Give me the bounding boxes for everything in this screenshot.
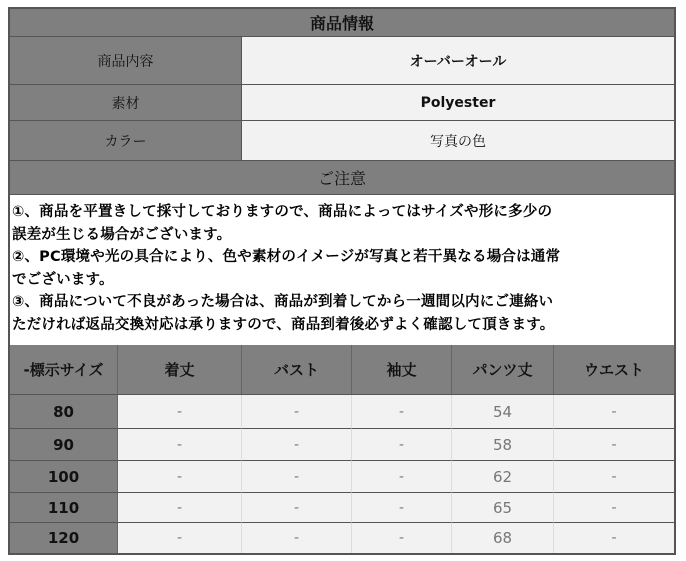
- material-value: Polyester: [242, 85, 674, 121]
- size-table-header: [10, 345, 674, 395]
- size-header-label: -標示サイズ: [10, 345, 118, 394]
- table-row: [10, 461, 674, 493]
- waist-cell: -: [554, 493, 674, 523]
- waist-cell: -: [554, 429, 674, 461]
- table-row: [10, 395, 674, 429]
- sleeve-cell: -: [352, 395, 452, 429]
- waist-cell: -: [554, 395, 674, 429]
- size-header-bust: バスト: [242, 345, 352, 394]
- size-value: 90: [10, 429, 118, 461]
- color-label: カラー: [10, 121, 242, 161]
- notice-title: ご注意: [10, 161, 674, 195]
- notice-line: 誤差が生じる場合がございます。: [12, 226, 232, 243]
- notice-body: [10, 201, 674, 341]
- size-value: 120: [10, 523, 118, 553]
- bust-cell: -: [242, 429, 352, 461]
- color-value: 写真の色: [242, 121, 674, 161]
- length-cell: -: [118, 523, 242, 553]
- pants-length-cell: 58: [452, 429, 554, 461]
- size-value: 100: [10, 461, 118, 493]
- length-cell: -: [118, 429, 242, 461]
- length-cell: -: [118, 461, 242, 493]
- product-info-title: 商品情報: [10, 9, 674, 37]
- pants-length-cell: 68: [452, 523, 554, 553]
- size-header-length: 着丈: [118, 345, 242, 394]
- length-cell: -: [118, 395, 242, 429]
- bust-cell: -: [242, 461, 352, 493]
- table-row: [10, 523, 674, 553]
- bust-cell: -: [242, 493, 352, 523]
- table-row: [10, 493, 674, 523]
- waist-cell: -: [554, 523, 674, 553]
- size-header-pants-length: パンツ丈: [452, 345, 554, 394]
- sleeve-cell: -: [352, 523, 452, 553]
- sleeve-cell: -: [352, 429, 452, 461]
- size-header-sleeve: 袖丈: [352, 345, 452, 394]
- size-header-waist: ウエスト: [554, 345, 674, 394]
- product-content-value: オーバーオール: [242, 37, 674, 85]
- sleeve-cell: -: [352, 493, 452, 523]
- notice-line: ②、PC環境や光の具合により、色や素材のイメージが写真と若干異なる場合は通常: [12, 249, 561, 266]
- pants-length-cell: 54: [452, 395, 554, 429]
- bust-cell: -: [242, 523, 352, 553]
- product-content-label: 商品内容: [10, 37, 242, 85]
- pants-length-cell: 62: [452, 461, 554, 493]
- notice-line: ただければ返品交換対応は承りますので、商品到着後必ずよく確認して頂きます。: [12, 316, 555, 333]
- sleeve-cell: -: [352, 461, 452, 493]
- size-value: 110: [10, 493, 118, 523]
- waist-cell: -: [554, 461, 674, 493]
- table-row: [10, 429, 674, 461]
- notice-line: ③、商品について不良があった場合は、商品が到着してから一週間以内にご連絡い: [12, 294, 554, 311]
- length-cell: -: [118, 493, 242, 523]
- product-info-sheet: [8, 7, 676, 555]
- material-label: 素材: [10, 85, 242, 121]
- size-value: 80: [10, 395, 118, 429]
- notice-line: ①、商品を平置きして採寸しておりますので、商品によってはサイズや形に多少の: [12, 204, 553, 220]
- notice-line: でございます。: [12, 271, 114, 288]
- bust-cell: -: [242, 395, 352, 429]
- pants-length-cell: 65: [452, 493, 554, 523]
